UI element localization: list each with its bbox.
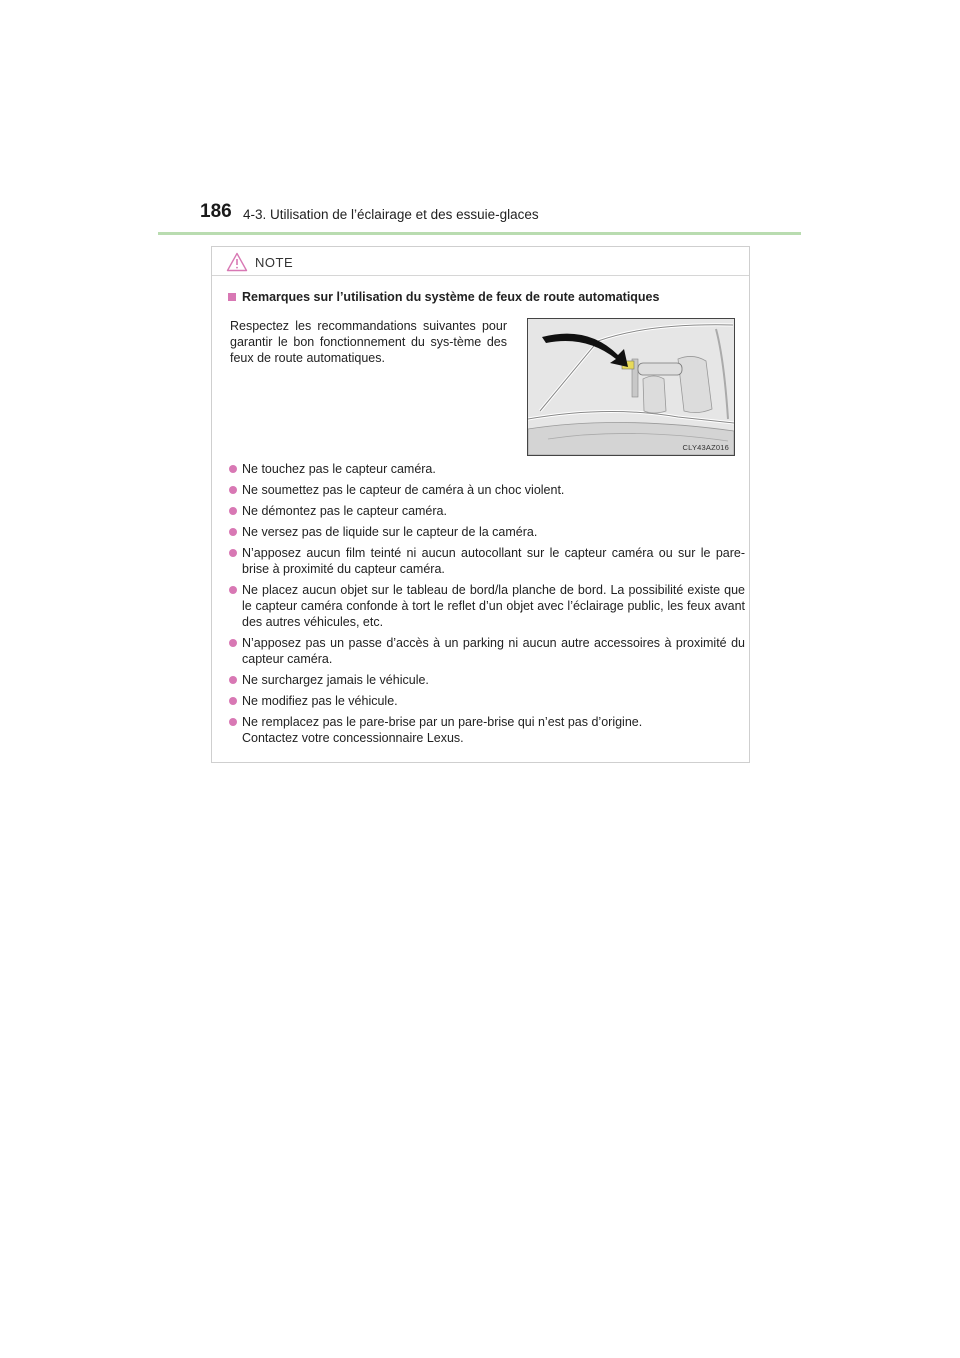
round-bullet-icon [229,697,237,705]
list-item [228,482,745,498]
list-item-text: Ne démontez pas le capteur caméra. [242,504,447,518]
list-item [228,635,745,667]
round-bullet-icon [229,486,237,494]
list-item-text: Ne versez pas de liquide sur le capteur de la caméra. [242,525,538,539]
list-item-text: Ne placez aucun objet sur le tableau de bord/la planche de bord. La possibilité existe que le capteur caméra confonde à tort le reflet d’un objet avec l’éclairage public, les feux avant des autres véhicules, etc. [242,583,745,629]
page-number: 186 [200,201,232,222]
list-item [228,693,745,709]
camera-sensor-illustration [527,318,735,456]
note-heading-text: Remarques sur l’utilisation du système de feux de route automatiques [242,290,660,304]
list-item [228,545,745,577]
round-bullet-icon [229,676,237,684]
round-bullet-icon [229,465,237,473]
note-box [211,246,750,763]
round-bullet-icon [229,718,237,726]
header-rule [158,232,801,235]
list-item [228,582,745,630]
list-item-text: Ne soumettez pas le capteur de caméra à un choc violent. [242,483,565,497]
note-header [212,247,749,276]
round-bullet-icon [229,639,237,647]
recommendation-list [228,461,745,751]
round-bullet-icon [229,507,237,515]
list-item-text: Ne surchargez jamais le véhicule. [242,673,429,687]
round-bullet-icon [229,549,237,557]
list-item-text: Ne modifiez pas le véhicule. [242,694,398,708]
list-item [228,503,745,519]
warning-triangle-icon [226,252,248,272]
list-item-text: Ne remplacez pas le pare-brise par un pare-brise qui n’est pas d’origine. Contactez votre concessionnaire Lexus. [242,715,643,745]
list-item [228,672,745,688]
square-bullet-icon [228,293,236,301]
round-bullet-icon [229,528,237,536]
list-item-text: N’apposez pas un passe d’accès à un parking ni aucun autre accessoires à proximité du capteur caméra. [242,636,745,666]
figure-code: CLY43AZ016 [682,443,729,452]
list-item-text: Ne touchez pas le capteur caméra. [242,462,436,476]
list-item [228,714,745,746]
windshield-camera-drawing [528,319,734,455]
section-title: 4-3. Utilisation de l’éclairage et des essuie-glaces [243,207,539,222]
round-bullet-icon [229,586,237,594]
note-heading [228,290,738,304]
list-item [228,461,745,477]
list-item [228,524,745,540]
list-item-text: N’apposez aucun film teinté ni aucun autocollant sur le capteur caméra ou sur le pare-brise à proximité du capteur caméra. [242,546,745,576]
intro-paragraph: Respectez les recommandations suivantes pour garantir le bon fonctionnement du sys-tème des feux de route automatiques. [230,319,507,365]
note-label: NOTE [255,255,294,270]
